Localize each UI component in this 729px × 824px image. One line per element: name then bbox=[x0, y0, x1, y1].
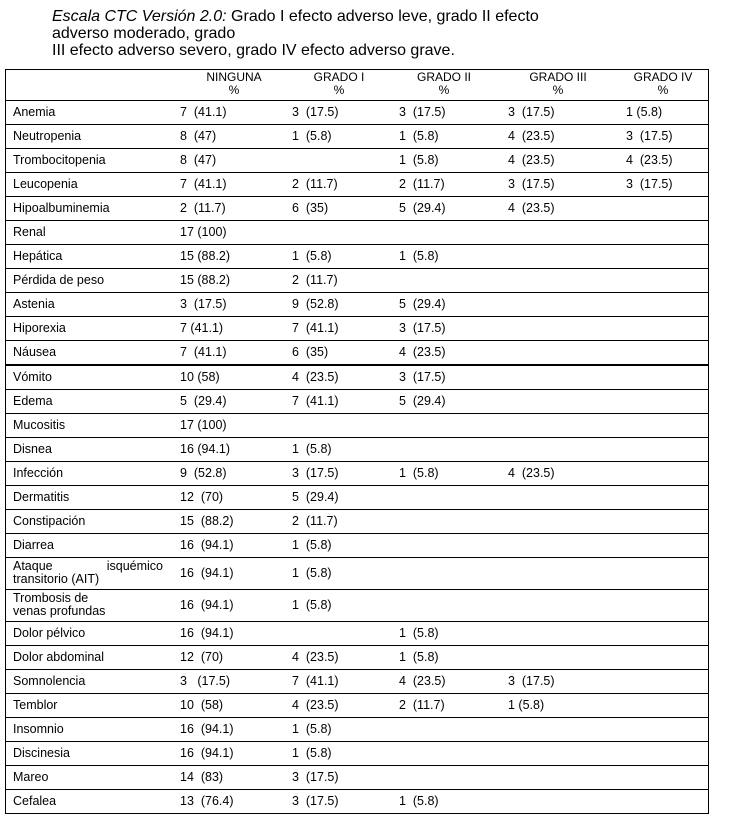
row-label: Anemia bbox=[13, 105, 56, 119]
value-cell: 1 (5.8) bbox=[626, 105, 663, 119]
value-cell: 3 (17.5) bbox=[626, 177, 673, 191]
value-cell: 6 (35) bbox=[292, 201, 329, 215]
value-cell: 14 (83) bbox=[180, 770, 224, 784]
value-cell: 16 (94.1) bbox=[180, 722, 234, 736]
value-cell: 1 (5.8) bbox=[292, 538, 332, 552]
value-cell: 1 (5.8) bbox=[508, 698, 545, 712]
table-row bbox=[6, 149, 708, 173]
row-label: Disnea bbox=[13, 442, 52, 456]
row-label: Neutropenia bbox=[13, 129, 82, 143]
row-label: Dermatitis bbox=[13, 490, 70, 504]
row-label: Vómito bbox=[13, 370, 52, 384]
value-cell: 1 (5.8) bbox=[292, 598, 332, 612]
row-label: Hepática bbox=[13, 249, 63, 263]
row-label: Edema bbox=[13, 394, 53, 408]
value-cell: 10 (58) bbox=[180, 698, 224, 712]
header-ninguna: NINGUNA % bbox=[206, 70, 262, 97]
table-row bbox=[6, 742, 708, 766]
value-cell: 1 (5.8) bbox=[399, 650, 439, 664]
value-cell: 16 (94.1) bbox=[180, 598, 234, 612]
value-cell: 15 (88.2) bbox=[180, 273, 231, 287]
table-body bbox=[6, 101, 708, 813]
value-cell: 1 (5.8) bbox=[399, 466, 439, 480]
value-cell: 3 (17.5) bbox=[180, 297, 227, 311]
value-cell: 1 (5.8) bbox=[399, 249, 439, 263]
value-cell: 1 (5.8) bbox=[399, 153, 439, 167]
row-label: Trombocitopenia bbox=[13, 153, 106, 167]
table-row bbox=[6, 414, 708, 438]
table-row bbox=[6, 694, 708, 718]
value-cell: 4 (23.5) bbox=[292, 698, 339, 712]
row-label: Constipación bbox=[13, 514, 86, 528]
row-label: Insomnio bbox=[13, 722, 64, 736]
title-line1: Grado I efecto adverso leve, grado II efecto bbox=[231, 8, 539, 25]
value-cell: 4 (23.5) bbox=[508, 201, 555, 215]
value-cell: 12 (70) bbox=[180, 490, 224, 504]
value-cell: 1 (5.8) bbox=[292, 722, 332, 736]
header-grado-2: GRADO II % bbox=[416, 70, 471, 97]
table-row bbox=[6, 341, 708, 366]
row-label: Hiporexia bbox=[13, 321, 66, 335]
value-cell: 3 (17.5) bbox=[292, 794, 339, 808]
table-row bbox=[6, 622, 708, 646]
value-cell: 16 (94.1) bbox=[180, 626, 234, 640]
table-row bbox=[6, 462, 708, 486]
value-cell: 7 (41.1) bbox=[292, 321, 339, 335]
row-label: Pérdida de peso bbox=[13, 273, 105, 287]
row-label: Temblor bbox=[13, 698, 58, 712]
row-label: Leucopenia bbox=[13, 177, 78, 191]
document-title bbox=[52, 8, 692, 59]
table-row bbox=[6, 534, 708, 558]
value-cell: 5 (29.4) bbox=[399, 394, 446, 408]
value-cell: 16 (94.1) bbox=[180, 566, 234, 580]
row-label: Diarrea bbox=[13, 538, 54, 552]
table-row bbox=[6, 125, 708, 149]
row-label: Astenia bbox=[13, 297, 55, 311]
value-cell: 2 (11.7) bbox=[399, 177, 445, 191]
value-cell: 2 (11.7) bbox=[292, 273, 338, 287]
row-label: Dolor abdominal bbox=[13, 650, 105, 664]
value-cell: 2 (11.7) bbox=[292, 514, 338, 528]
value-cell: 1 (5.8) bbox=[292, 746, 332, 760]
row-label: Renal bbox=[13, 225, 46, 239]
value-cell: 3 (17.5) bbox=[508, 105, 555, 119]
value-cell: 3 (17.5) bbox=[399, 105, 446, 119]
table-row bbox=[6, 197, 708, 221]
value-cell: 6 (35) bbox=[292, 345, 329, 359]
value-cell: 8 (47) bbox=[180, 153, 217, 167]
value-cell: 4 (23.5) bbox=[508, 129, 555, 143]
table-row bbox=[6, 766, 708, 790]
table-row bbox=[6, 221, 708, 245]
table-row bbox=[6, 558, 708, 590]
value-cell: 17 (100) bbox=[180, 418, 227, 432]
table-row bbox=[6, 510, 708, 534]
value-cell: 7 (41.1) bbox=[180, 105, 227, 119]
row-label: Náusea bbox=[13, 345, 57, 359]
value-cell: 1 (5.8) bbox=[399, 129, 439, 143]
table-row bbox=[6, 590, 708, 622]
value-cell: 15 (88.2) bbox=[180, 514, 234, 528]
value-cell: 13 (76.4) bbox=[180, 794, 234, 808]
table-row bbox=[6, 173, 708, 197]
header-grado-3: GRADO III % bbox=[529, 70, 587, 97]
header-grado-4: GRADO IV % bbox=[633, 70, 693, 97]
value-cell: 3 (17.5) bbox=[292, 770, 339, 784]
table-row bbox=[6, 790, 708, 813]
value-cell: 4 (23.5) bbox=[292, 370, 339, 384]
value-cell: 1 (5.8) bbox=[399, 626, 439, 640]
value-cell: 4 (23.5) bbox=[399, 345, 446, 359]
value-cell: 16 (94.1) bbox=[180, 538, 234, 552]
value-cell: 7 (41.1) bbox=[180, 321, 224, 335]
title-line3: III efecto adverso severo, grado IV efecto adverso grave. bbox=[52, 42, 455, 59]
value-cell: 2 (11.7) bbox=[292, 177, 338, 191]
value-cell: 3 (17.5) bbox=[399, 370, 446, 384]
value-cell: 2 (11.7) bbox=[180, 201, 226, 215]
value-cell: 7 (41.1) bbox=[292, 394, 339, 408]
value-cell: 7 (41.1) bbox=[180, 345, 227, 359]
table-header bbox=[6, 70, 708, 101]
value-cell: 1 (5.8) bbox=[292, 566, 332, 580]
value-cell: 12 (70) bbox=[180, 650, 224, 664]
table-row bbox=[6, 293, 708, 317]
value-cell: 4 (23.5) bbox=[626, 153, 673, 167]
value-cell: 15 (88.2) bbox=[180, 249, 231, 263]
value-cell: 2 (11.7) bbox=[399, 698, 445, 712]
value-cell: 4 (23.5) bbox=[292, 650, 339, 664]
value-cell: 9 (52.8) bbox=[292, 297, 339, 311]
row-label: Ataque isquémico transitorio (AIT) bbox=[13, 559, 163, 586]
table-row bbox=[6, 438, 708, 462]
table-row bbox=[6, 718, 708, 742]
value-cell: 10 (58) bbox=[180, 370, 220, 384]
value-cell: 3 (17.5) bbox=[399, 321, 446, 335]
row-label: Infección bbox=[13, 466, 64, 480]
value-cell: 16 (94.1) bbox=[180, 746, 234, 760]
table-row bbox=[6, 486, 708, 510]
value-cell: 8 (47) bbox=[180, 129, 217, 143]
row-label: Trombosis de venas profundas bbox=[13, 591, 106, 618]
table-row bbox=[6, 670, 708, 694]
table-row bbox=[6, 245, 708, 269]
row-label: Discinesia bbox=[13, 746, 70, 760]
value-cell: 4 (23.5) bbox=[508, 466, 555, 480]
value-cell: 3 (17.5) bbox=[180, 674, 231, 688]
value-cell: 3 (17.5) bbox=[508, 674, 555, 688]
value-cell: 5 (29.4) bbox=[180, 394, 227, 408]
title-scale-name: Escala CTC Versión 2.0: bbox=[52, 8, 227, 25]
row-label: Hipoalbuminemia bbox=[13, 201, 110, 215]
value-cell: 9 (52.8) bbox=[180, 466, 227, 480]
value-cell: 1 (5.8) bbox=[399, 794, 439, 808]
row-label: Dolor pélvico bbox=[13, 626, 86, 640]
value-cell: 7 (41.1) bbox=[292, 674, 339, 688]
value-cell: 5 (29.4) bbox=[292, 490, 339, 504]
value-cell: 5 (29.4) bbox=[399, 297, 446, 311]
value-cell: 1 (5.8) bbox=[292, 442, 332, 456]
value-cell: 4 (23.5) bbox=[399, 674, 446, 688]
adverse-effects-table bbox=[5, 69, 709, 814]
value-cell: 1 (5.8) bbox=[292, 249, 332, 263]
table-row bbox=[6, 317, 708, 341]
row-label: Mareo bbox=[13, 770, 49, 784]
value-cell: 3 (17.5) bbox=[292, 105, 339, 119]
value-cell: 3 (17.5) bbox=[626, 129, 673, 143]
table-row bbox=[6, 366, 708, 390]
value-cell: 4 (23.5) bbox=[508, 153, 555, 167]
value-cell: 1 (5.8) bbox=[292, 129, 332, 143]
table-row bbox=[6, 101, 708, 125]
table-row bbox=[6, 646, 708, 670]
table-row bbox=[6, 269, 708, 293]
value-cell: 16 (94.1) bbox=[180, 442, 231, 456]
row-label: Cefalea bbox=[13, 794, 57, 808]
row-label: Mucositis bbox=[13, 418, 66, 432]
value-cell: 3 (17.5) bbox=[508, 177, 555, 191]
row-label: Somnolencia bbox=[13, 674, 86, 688]
title-line2: adverso moderado, grado bbox=[52, 25, 236, 42]
value-cell: 17 (100) bbox=[180, 225, 227, 239]
header-grado-1: GRADO I % bbox=[313, 70, 365, 97]
value-cell: 3 (17.5) bbox=[292, 466, 339, 480]
value-cell: 5 (29.4) bbox=[399, 201, 446, 215]
value-cell: 7 (41.1) bbox=[180, 177, 227, 191]
table-row bbox=[6, 390, 708, 414]
